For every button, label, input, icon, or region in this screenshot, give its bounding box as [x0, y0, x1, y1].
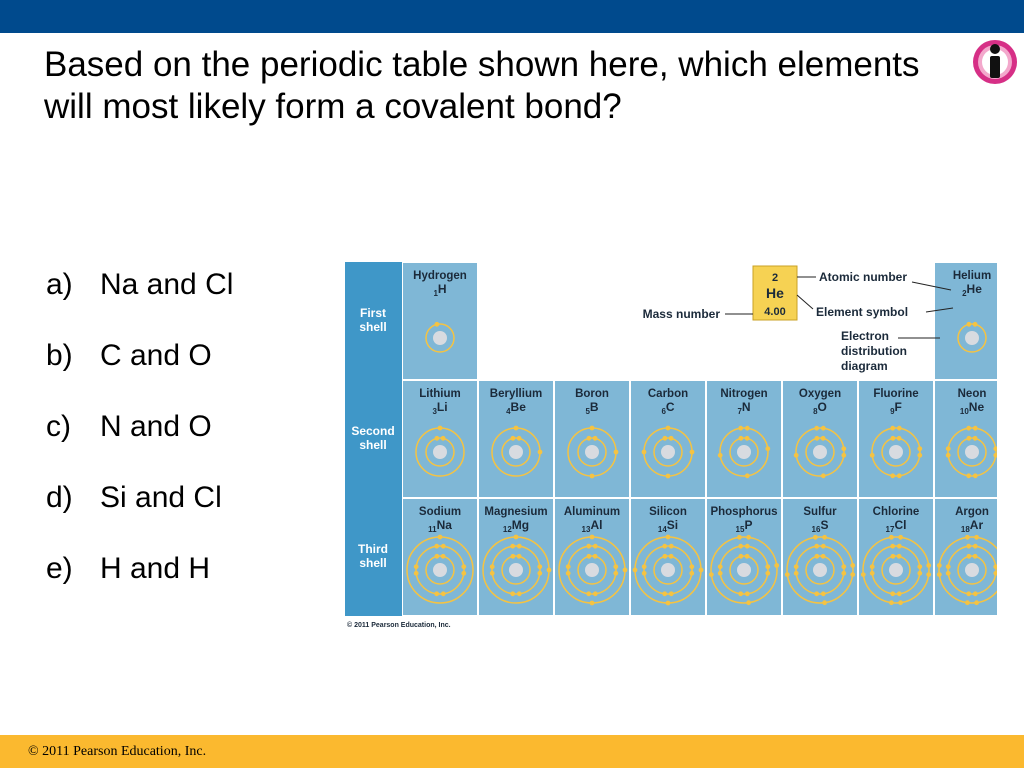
electron: [765, 446, 770, 451]
electron: [514, 535, 519, 540]
element-cell-chlorine: [859, 499, 933, 615]
electron: [814, 544, 819, 549]
nucleus: [813, 445, 827, 459]
element-name: Chlorine: [872, 506, 920, 518]
nucleus: [433, 331, 447, 345]
electron: [897, 436, 902, 441]
legend-mass: 4.00: [764, 306, 786, 318]
element-cell-neon: [935, 381, 997, 497]
electron: [974, 535, 979, 540]
element-name: Fluorine: [873, 388, 919, 400]
element-name: Neon: [957, 388, 987, 400]
electron: [897, 426, 902, 431]
electron: [441, 436, 446, 441]
electron: [841, 446, 846, 451]
nucleus: [661, 563, 675, 577]
element-cell-sulfur: [783, 499, 857, 615]
electron: [765, 571, 770, 576]
element-symbol: $_3$Li: [432, 400, 448, 416]
element-symbol: $_{11}$Na: [428, 518, 452, 534]
electron: [586, 544, 591, 549]
electron: [590, 535, 595, 540]
electron: [814, 591, 819, 596]
top-banner: [0, 0, 1024, 33]
shell-label-2: Second: [351, 424, 395, 438]
electron: [441, 591, 446, 596]
electron: [897, 591, 902, 596]
electron: [891, 436, 896, 441]
electron: [794, 453, 799, 458]
electron: [966, 473, 971, 478]
element-name: Magnesium: [484, 506, 548, 518]
electron: [966, 544, 971, 549]
electron: [587, 554, 592, 559]
element-name: Carbon: [647, 388, 689, 400]
electron: [946, 453, 951, 458]
electron: [745, 544, 750, 549]
electron: [890, 591, 895, 596]
electron: [850, 572, 855, 577]
electron: [718, 453, 723, 458]
nucleus: [585, 563, 599, 577]
electron: [614, 450, 619, 455]
electron: [517, 554, 522, 559]
nucleus: [661, 445, 675, 459]
electron: [794, 571, 799, 576]
electron: [967, 436, 972, 441]
electron: [510, 591, 515, 596]
electron: [590, 474, 595, 479]
element-name: Hydrogen: [413, 270, 467, 282]
element-name: Aluminum: [563, 506, 621, 518]
electron: [937, 563, 942, 568]
electron: [593, 591, 598, 596]
electron: [669, 591, 674, 596]
element-symbol: $_7$N: [737, 400, 751, 416]
element-cell-nitrogen: [707, 381, 781, 497]
electron: [547, 568, 552, 573]
electron: [669, 554, 674, 559]
electron: [821, 554, 826, 559]
element-symbol: $_{17}$Cl: [885, 518, 907, 534]
electron: [821, 436, 826, 441]
electron: [926, 572, 931, 577]
electron: [662, 591, 667, 596]
electron: [966, 426, 971, 431]
answer-option-e[interactable]: e) H and H: [46, 552, 211, 585]
electron: [669, 436, 674, 441]
electron: [435, 436, 440, 441]
element-cell-sodium: [403, 499, 477, 615]
element-name: Oxygen: [798, 388, 842, 400]
electron: [461, 571, 466, 576]
answer-option-b[interactable]: b) C and O: [46, 339, 212, 372]
legend-atomic-number: 2: [771, 272, 779, 284]
electron: [967, 322, 972, 327]
nucleus: [889, 563, 903, 577]
electron: [870, 453, 875, 458]
electron: [633, 568, 638, 573]
electron: [566, 564, 571, 569]
electron: [623, 568, 628, 573]
electron: [746, 535, 751, 540]
electron: [898, 600, 903, 605]
element-cell-hydrogen: [403, 263, 477, 379]
electron: [510, 544, 515, 549]
legend-element-symbol-label: Element symbol: [816, 305, 909, 319]
electron: [490, 564, 495, 569]
electron: [890, 473, 895, 478]
answer-list: [46, 264, 233, 619]
legend-atomic-number-label: Atomic number: [819, 270, 908, 284]
element-name: Argon: [955, 506, 989, 518]
electron: [821, 544, 826, 549]
electron: [745, 591, 750, 596]
electron: [974, 600, 979, 605]
electron: [699, 568, 704, 573]
element-symbol: $_8$O: [813, 400, 827, 416]
electron: [490, 571, 495, 576]
element-cell-silicon: [631, 499, 705, 615]
electron: [738, 544, 743, 549]
electron: [973, 436, 978, 441]
electron: [821, 426, 826, 431]
electron: [937, 572, 942, 577]
element-symbol: $_9$F: [890, 400, 902, 416]
element-symbol: $_{12}$Mg: [502, 518, 530, 534]
electron: [434, 591, 439, 596]
element-symbol: $_{10}$Ne: [959, 400, 985, 416]
legend-electron-label: diagram: [841, 359, 888, 373]
element-cell-aluminum: [555, 499, 629, 615]
electron: [973, 473, 978, 478]
electron: [815, 436, 820, 441]
electron: [785, 572, 790, 577]
electron: [822, 600, 827, 605]
nucleus: [737, 563, 751, 577]
answer-option-c[interactable]: c) N and O: [46, 410, 212, 443]
electron: [666, 601, 671, 606]
electron: [821, 473, 826, 478]
element-cell-magnesium: [479, 499, 553, 615]
electron: [946, 446, 951, 451]
electron: [514, 426, 519, 431]
element-symbol: $_1$H: [433, 282, 447, 298]
electron: [586, 591, 591, 596]
element-symbol: $_{16}$S: [811, 518, 829, 534]
electron: [890, 426, 895, 431]
answer-option-a[interactable]: a) Na and Cl: [46, 268, 234, 301]
element-symbol: $_2$He: [962, 282, 982, 298]
electron: [822, 535, 827, 540]
electron: [765, 564, 770, 569]
nucleus: [889, 445, 903, 459]
electron: [414, 571, 419, 576]
footer-copyright: © 2011 Pearson Education, Inc.: [28, 744, 207, 759]
electron: [718, 571, 723, 576]
shell-label-3: shell: [359, 556, 387, 570]
electron: [538, 450, 543, 455]
electron: [593, 436, 598, 441]
element-cell-fluorine: [859, 381, 933, 497]
electron: [689, 571, 694, 576]
electron: [669, 544, 674, 549]
nucleus: [965, 563, 979, 577]
electron: [642, 450, 647, 455]
nucleus: [433, 563, 447, 577]
slide-title: Based on the periodic table shown here, which elements will most likely form a covalent bond?: [44, 45, 920, 126]
electron: [745, 554, 750, 559]
electron: [709, 572, 714, 577]
legend-electron-label: distribution: [841, 344, 907, 358]
nucleus: [585, 445, 599, 459]
element-symbol: $_5$B: [585, 400, 599, 416]
electron: [517, 591, 522, 596]
electron: [461, 564, 466, 569]
electron: [926, 563, 931, 568]
electron: [537, 564, 542, 569]
electron: [917, 564, 922, 569]
electron: [662, 544, 667, 549]
electron: [841, 564, 846, 569]
element-cell-oxygen: [783, 381, 857, 497]
electron: [590, 426, 595, 431]
element-name: Silicon: [649, 506, 687, 518]
element-symbol: $_{14}$Si: [657, 518, 679, 534]
electron: [794, 564, 799, 569]
electron: [435, 554, 440, 559]
electron: [737, 535, 742, 540]
nucleus: [965, 445, 979, 459]
element-symbol: $_{15}$P: [735, 518, 753, 534]
element-cell-lithium: [403, 381, 477, 497]
electron: [814, 426, 819, 431]
electron: [746, 600, 751, 605]
electron: [663, 436, 668, 441]
electron: [435, 322, 440, 327]
electron: [590, 601, 595, 606]
electron: [965, 600, 970, 605]
electron: [917, 571, 922, 576]
electron: [690, 450, 695, 455]
electron: [745, 436, 750, 441]
shell-label-1: First: [359, 306, 387, 320]
electron: [739, 554, 744, 559]
electron: [973, 426, 978, 431]
electron: [815, 554, 820, 559]
electron: [517, 544, 522, 549]
electron: [889, 535, 894, 540]
electron: [841, 571, 846, 576]
electron: [587, 436, 592, 441]
electron: [897, 473, 902, 478]
electron: [973, 591, 978, 596]
electron: [414, 564, 419, 569]
electron: [870, 571, 875, 576]
legend-symbol: He: [766, 285, 784, 301]
electron: [434, 544, 439, 549]
element-symbol: $_6$C: [661, 400, 675, 416]
periodic-table-diagram: [345, 262, 997, 632]
electron: [666, 426, 671, 431]
element-cell-argon: [935, 499, 997, 615]
electron: [897, 554, 902, 559]
electron: [566, 571, 571, 576]
electron: [738, 591, 743, 596]
electron: [841, 453, 846, 458]
electron: [537, 571, 542, 576]
electron: [891, 554, 896, 559]
electron: [666, 474, 671, 479]
electron: [438, 535, 443, 540]
table-copyright: © 2011 Pearson Education, Inc.: [347, 622, 451, 629]
element-cell-boron: [555, 381, 629, 497]
electron: [438, 426, 443, 431]
element-cell-beryllium: [479, 381, 553, 497]
electron: [850, 563, 855, 568]
element-name: Boron: [575, 388, 609, 400]
electron: [745, 473, 750, 478]
electron: [593, 544, 598, 549]
info-person-icon: [971, 38, 1019, 86]
electron: [946, 564, 951, 569]
legend-electron-label: Electron: [841, 329, 890, 343]
electron: [870, 564, 875, 569]
electron: [821, 591, 826, 596]
electron: [441, 544, 446, 549]
electron: [517, 436, 522, 441]
electron: [774, 563, 779, 568]
electron: [511, 554, 516, 559]
electron: [813, 535, 818, 540]
electron: [739, 436, 744, 441]
electron: [663, 554, 668, 559]
nucleus: [737, 445, 751, 459]
electron: [889, 600, 894, 605]
element-symbol: $_4$Be: [506, 400, 526, 416]
electron: [718, 564, 723, 569]
element-symbol: $_{18}$Ar: [960, 518, 984, 534]
electron: [946, 571, 951, 576]
electron: [593, 554, 598, 559]
nucleus: [509, 563, 523, 577]
element-cell-carbon: [631, 381, 705, 497]
shell-label-3: Third: [358, 542, 388, 556]
nucleus: [813, 563, 827, 577]
element-symbol: $_{13}$Al: [581, 518, 603, 534]
electron: [973, 554, 978, 559]
electron: [917, 453, 922, 458]
answer-option-d[interactable]: d) Si and Cl: [46, 481, 222, 514]
electron: [738, 426, 743, 431]
electron: [745, 426, 750, 431]
electron: [973, 544, 978, 549]
nucleus: [509, 445, 523, 459]
electron: [897, 544, 902, 549]
electron: [511, 436, 516, 441]
element-name: Lithium: [419, 388, 461, 400]
electron: [973, 322, 978, 327]
electron: [917, 446, 922, 451]
electron: [666, 535, 671, 540]
electron: [642, 571, 647, 576]
shell-label-1: shell: [359, 320, 387, 334]
electron: [890, 544, 895, 549]
legend-mass-number-label: Mass number: [642, 307, 720, 321]
element-name: Helium: [952, 270, 992, 282]
element-name: Sodium: [418, 506, 462, 518]
electron: [441, 554, 446, 559]
element-name: Nitrogen: [720, 388, 768, 400]
electron: [613, 564, 618, 569]
electron: [861, 572, 866, 577]
electron: [965, 535, 970, 540]
electron: [898, 535, 903, 540]
element-name: Beryllium: [489, 388, 543, 400]
electron: [613, 571, 618, 576]
element-cell-helium: [935, 263, 997, 379]
shell-label-2: shell: [359, 438, 387, 452]
element-name: Sulfur: [803, 506, 837, 518]
electron: [642, 564, 647, 569]
electron: [689, 564, 694, 569]
element-cell-phosphorus: [707, 499, 781, 615]
nucleus: [433, 445, 447, 459]
electron: [967, 554, 972, 559]
electron: [966, 591, 971, 596]
nucleus: [965, 331, 979, 345]
element-name: Phosphorus: [710, 506, 778, 518]
